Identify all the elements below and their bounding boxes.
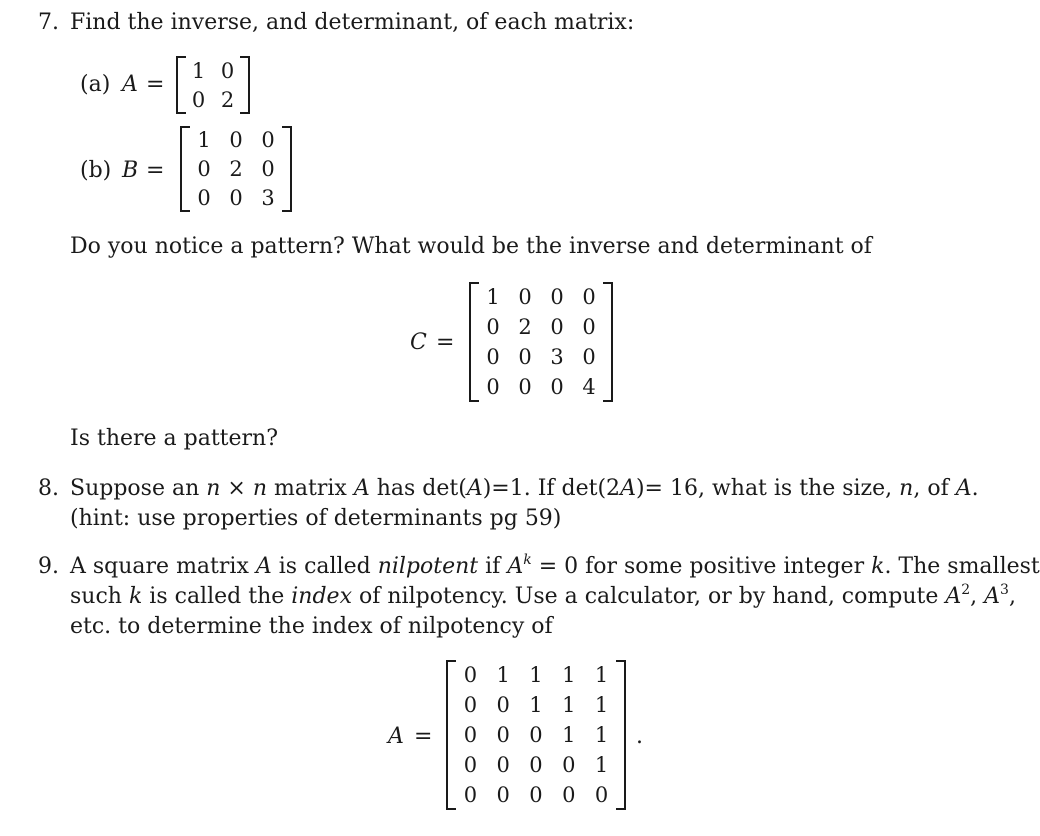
matrix-a5 <box>446 660 626 810</box>
matrix-entry: 0 <box>486 315 500 339</box>
problem-7-number: 7. <box>38 10 59 35</box>
matrix-entry: 0 <box>594 783 609 807</box>
matrix-entry: 0 <box>463 723 478 747</box>
matrix-entry: 3 <box>550 345 564 369</box>
matrix-entry: 2 <box>518 315 532 339</box>
problem-9-number: 9. <box>38 554 59 579</box>
matrix-entry: 1 <box>562 663 576 687</box>
matrix-entry: 0 <box>496 753 510 777</box>
matrix-entry: 1 <box>562 693 576 717</box>
pattern-question: Do you notice a pattern? What would be the inverse and determinant of <box>70 234 872 259</box>
matrix-entry: 1 <box>594 693 609 717</box>
matrix-c-var: C <box>410 330 427 355</box>
matrix-entry: 4 <box>582 375 596 399</box>
matrix-entry: 0 <box>229 185 243 210</box>
matrix-entry: 0 <box>582 345 596 369</box>
matrix-entry: 2 <box>229 156 243 181</box>
matrix-entry: 0 <box>229 128 243 153</box>
matrix-entry: 0 <box>529 723 543 747</box>
part-b-label: (b) <box>80 158 112 183</box>
matrix-entry: 0 <box>529 753 543 777</box>
matrix-entry: 1 <box>191 58 206 83</box>
matrix-c-eq: = <box>436 330 455 355</box>
part-b-eq: = <box>146 158 165 183</box>
matrix-entry: 1 <box>562 723 576 747</box>
matrix-entry: 0 <box>518 375 532 399</box>
part-b-var: B <box>122 158 139 183</box>
matrix-entry: 0 <box>197 156 211 181</box>
matrix-entry: 0 <box>582 315 596 339</box>
matrix-entry: 0 <box>562 783 576 807</box>
matrix-entry: 1 <box>529 693 543 717</box>
matrix-a <box>176 56 250 114</box>
problem-8-statement: Suppose an n × n matrix A has det(A)=1. If det(2A)= 16, what is the size, n, of A. <box>70 476 979 501</box>
matrix-entry: 0 <box>463 663 478 687</box>
bracket-right <box>240 56 250 114</box>
matrix-entry: 0 <box>463 783 478 807</box>
matrix-entry: 3 <box>261 185 275 210</box>
matrix-entry: 1 <box>197 128 211 153</box>
problem-8-number: 8. <box>38 476 59 501</box>
bracket-right <box>282 126 292 212</box>
problem-9-line-3: etc. to determine the index of nilpotency of <box>70 614 553 639</box>
matrix-entry: 0 <box>529 783 543 807</box>
matrix-entry: 0 <box>191 87 206 112</box>
matrix-a5-period: . <box>636 724 643 749</box>
matrix-entry: 0 <box>220 58 235 83</box>
matrix-entry: 0 <box>496 693 510 717</box>
part-a-eq: = <box>146 72 165 97</box>
matrix-entry: 0 <box>486 345 500 369</box>
matrix-entry: 0 <box>463 693 478 717</box>
matrix-a5-eq: = <box>414 724 433 749</box>
matrix-a5-var: A <box>388 724 404 749</box>
problem-7-prompt: Find the inverse, and determinant, of each matrix: <box>70 10 635 35</box>
matrix-entry: 0 <box>261 156 275 181</box>
matrix-entry: 0 <box>486 375 500 399</box>
part-a-var: A <box>122 72 138 97</box>
matrix-entry: 1 <box>529 663 543 687</box>
matrix-entry: 1 <box>594 753 609 777</box>
matrix-entry: 1 <box>496 663 510 687</box>
matrix-entry: 0 <box>463 753 478 777</box>
problem-8-hint: (hint: use properties of determinants pg 59) <box>70 506 562 531</box>
matrix-entry: 0 <box>261 128 275 153</box>
matrix-entry: 0 <box>197 185 211 210</box>
part-a-label: (a) <box>80 72 111 97</box>
matrix-entry: 2 <box>220 87 235 112</box>
matrix-entry: 0 <box>496 723 510 747</box>
matrix-entry: 0 <box>518 345 532 369</box>
pattern-followup: Is there a pattern? <box>70 426 279 451</box>
matrix-entry: 0 <box>518 285 532 309</box>
bracket-right <box>603 282 613 402</box>
matrix-c <box>469 282 613 402</box>
matrix-b <box>180 126 292 212</box>
matrix-entry: 0 <box>562 753 576 777</box>
matrix-entry: 1 <box>486 285 500 309</box>
matrix-entry: 0 <box>550 285 564 309</box>
matrix-entry: 0 <box>582 285 596 309</box>
problem-9-line-2: such k is called the index of nilpotency. Use a calculator, or by hand, compute $A^2$, $A^3$, <box>70 582 1016 609</box>
problem-9-line-1: A square matrix A is called nilpotent if $A^k = 0$ for some positive integer k. The smallest <box>70 552 1040 579</box>
bracket-right <box>616 660 626 810</box>
matrix-entry: 1 <box>594 663 609 687</box>
matrix-entry: 0 <box>550 375 564 399</box>
matrix-entry: 1 <box>594 723 609 747</box>
matrix-entry: 0 <box>496 783 510 807</box>
matrix-entry: 0 <box>550 315 564 339</box>
